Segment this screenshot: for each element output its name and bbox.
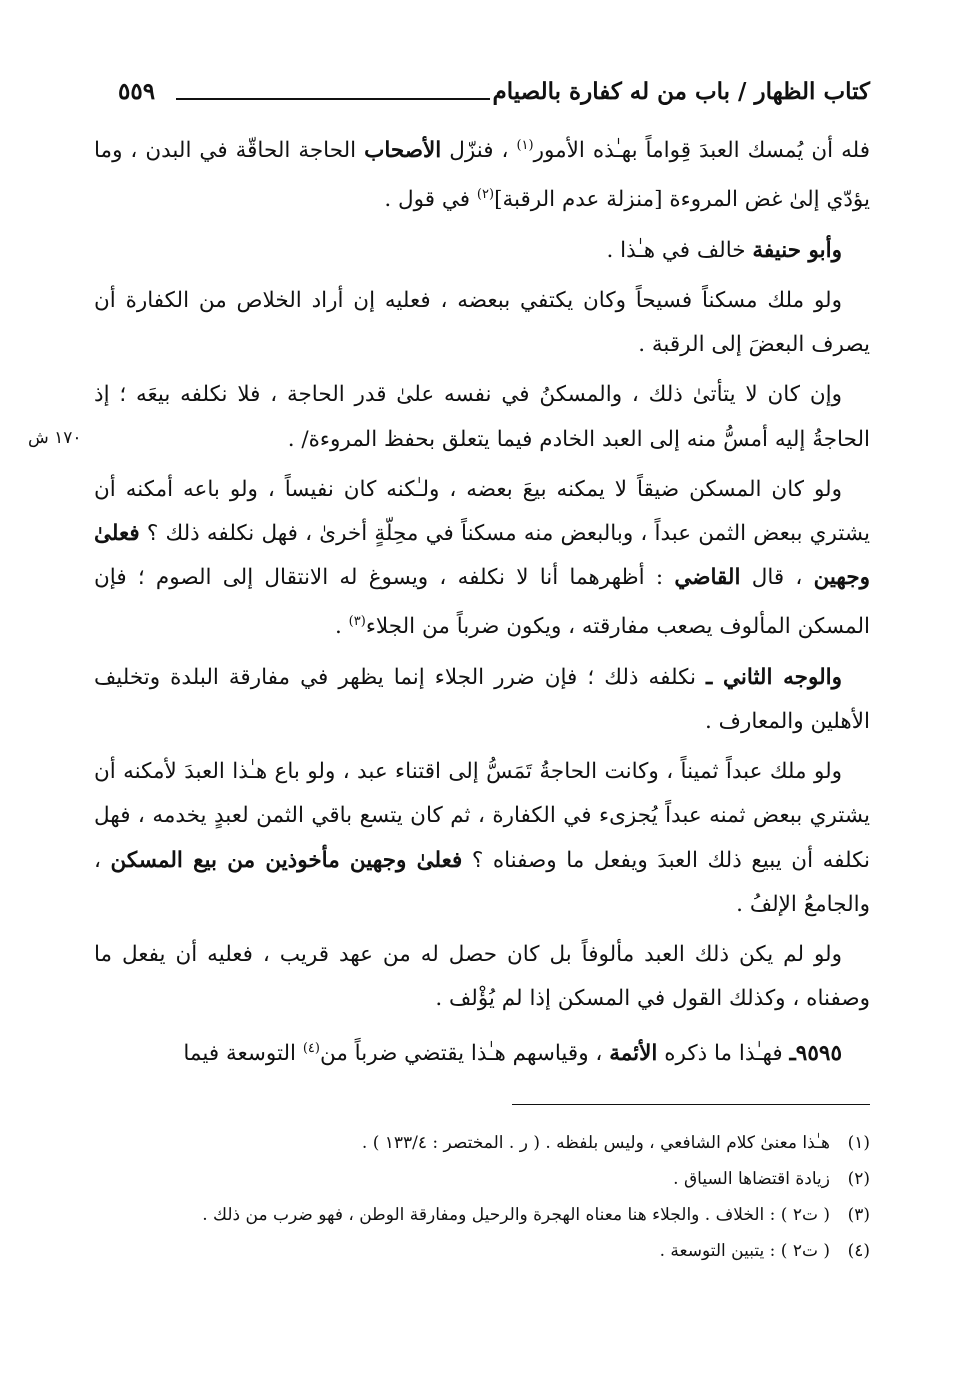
text-run: ، قال bbox=[740, 565, 814, 591]
paragraph-p8 bbox=[94, 933, 870, 1021]
text-run: التوسعة فيما bbox=[183, 1041, 303, 1067]
text-run: : أظهرهما أنا لا نكلفه ، ويسوغ له الانتقال إلى الصوم ؛ فإن المسكن المألوف يصعب مفارقته ، ويكون ضرباً من الجلاء bbox=[94, 565, 870, 640]
header-title: كتاب الظهار / باب من له كفارة بالصيام bbox=[492, 78, 870, 105]
bold-term: فعلىٰ وجهين مأخوذين من بيع المسكن bbox=[110, 847, 463, 873]
footnote-ref: (٣) bbox=[348, 614, 366, 630]
text-run: ، فنزّل bbox=[441, 138, 517, 164]
text-run: ولو ملك عبداً ثميناً ، وكانت الحاجةُ تَمَسُّ إلى اقتناء عبد ، ولو باع هـٰذا العبدَ لأمكنه أن يشتري ببعض ثمنه عبداً يُجزىء في الكفارة ، ثم كان يتسع باقي الثمن لعبدٍ يخدمه ، فهل نكلفه أن يبيع ذلك العبدَ ويفعل ما وصفناه ؟ bbox=[94, 759, 870, 873]
footnote-number: (٣) bbox=[847, 1205, 870, 1225]
text-run: فهـٰذا ما ذكره bbox=[657, 1041, 790, 1067]
footnote-ref: (٤) bbox=[302, 1041, 320, 1057]
text-run: ولو ملك مسكناً فسيحاً وكان يكتفي ببعضه ، فعليه إن أراد الخلاص من الكفارة أن يصرف البعضَ إلى الرقبة . bbox=[94, 287, 870, 358]
bold-term: وأبو حنيفة bbox=[752, 237, 842, 263]
text-run: ولو لم يكن ذلك العبد مألوفاً بل كان حصل له من عهد قريب ، فعليه أن يفعل ما وصفناه ، وكذلك القول في المسكن إذا لم يُؤْلف . bbox=[94, 941, 870, 1012]
bold-term: القاضي bbox=[674, 565, 741, 591]
text-run: في قول . bbox=[384, 187, 477, 213]
text-run: فله أن يُمسك العبدَ قِواماً بهـٰذه الأمور bbox=[533, 138, 870, 164]
running-header bbox=[118, 78, 870, 118]
text-run: نكلفه ذلك ؛ فإن ضرر الجلاء إنما يظهر في مفارقة البلدة وتخليف الأهلين والمعارف . bbox=[94, 664, 870, 734]
footnote-ref: (٢) bbox=[476, 187, 495, 203]
bold-term: والوجه الثاني ـ bbox=[705, 664, 842, 690]
footnote-item bbox=[96, 1200, 870, 1230]
text-run: ، والجامعُ الإلفُ . bbox=[94, 847, 870, 917]
footnote-text: ( ت٢ ) : الخلاف . والجلاء هنا معناه الهجرة والرحيل ومفارقة الوطن ، فهو ضرب من ذلك . bbox=[202, 1205, 830, 1225]
text-run: وإن كان لا يتأتىٰ ذلك ، والمسكنُ في نفسه علىٰ قدر الحاجة ، فلا نكلفه بيعَه ؛ إذ الحاجةُ إليه أمسُّ منه إلى العبد الخادم فيما يتعلق بحفظ المروءة/ . bbox=[94, 382, 870, 452]
bold-term: فعلىٰ وجهين bbox=[94, 520, 870, 591]
paragraph-p6 bbox=[94, 656, 870, 744]
footnote-item bbox=[96, 1128, 870, 1158]
text-run: . bbox=[335, 614, 349, 640]
footnote-text: زيادة اقتضاها السياق . bbox=[673, 1169, 830, 1189]
footnote-text: هـٰذا معنىٰ كلام الشافعي ، وليس بلفظه . ( ر . المختصر : ١٣٣/٤ ) . bbox=[361, 1133, 830, 1153]
footnote-number: (٢) bbox=[847, 1169, 870, 1189]
bold-term: ٩٥٩٥ـ bbox=[789, 1041, 842, 1067]
paragraph-p1 bbox=[94, 124, 870, 223]
text-run: ، وقياسهم هـٰذا يقتضي ضرباً من bbox=[319, 1041, 610, 1067]
main-text bbox=[94, 124, 870, 1083]
footnote-text: ( ت٢ ) : يتبين التوسعة . bbox=[659, 1241, 830, 1261]
paragraph-p5 bbox=[94, 468, 870, 650]
margin-note: ١٧٠ ش bbox=[28, 428, 82, 448]
paragraph-p4 bbox=[94, 373, 870, 461]
text-run: الحاجة الحاقّة في البدن ، وما يؤدّي إلىٰ غض المروءة [منزلة عدم الرقبة] bbox=[94, 138, 870, 213]
footnote-item bbox=[96, 1236, 870, 1266]
paragraph-p2 bbox=[94, 229, 870, 273]
footnote-number: (٤) bbox=[847, 1241, 870, 1261]
text-run: ولو كان المسكن ضيقاً لا يمكنه بيعَ بعضه ، ولـٰكنه كان نفيساً ، ولو باعه أمكنه أن يشتري ببعض الثمن عبداً ، وبالبعض منه مسكناً في محِلّةٍ أخرىٰ ، فهل نكلفه ذلك ؟ bbox=[94, 476, 870, 546]
text-run: خالف في هـٰذا . bbox=[606, 237, 753, 263]
bold-term: الأصحاب bbox=[364, 138, 442, 164]
footnote-number: (١) bbox=[847, 1133, 870, 1153]
footnote-ref: (١) bbox=[516, 138, 534, 153]
header-rule bbox=[176, 98, 490, 100]
footnote-item bbox=[96, 1164, 870, 1194]
footnotes bbox=[96, 1128, 870, 1272]
footnote-rule bbox=[512, 1104, 870, 1105]
bold-term: الأئمة bbox=[609, 1041, 658, 1067]
paragraph-p9 bbox=[94, 1027, 870, 1076]
paragraph-p3 bbox=[94, 279, 870, 367]
page-number: ٥٥٩ bbox=[118, 78, 156, 105]
paragraph-p7 bbox=[94, 750, 870, 927]
